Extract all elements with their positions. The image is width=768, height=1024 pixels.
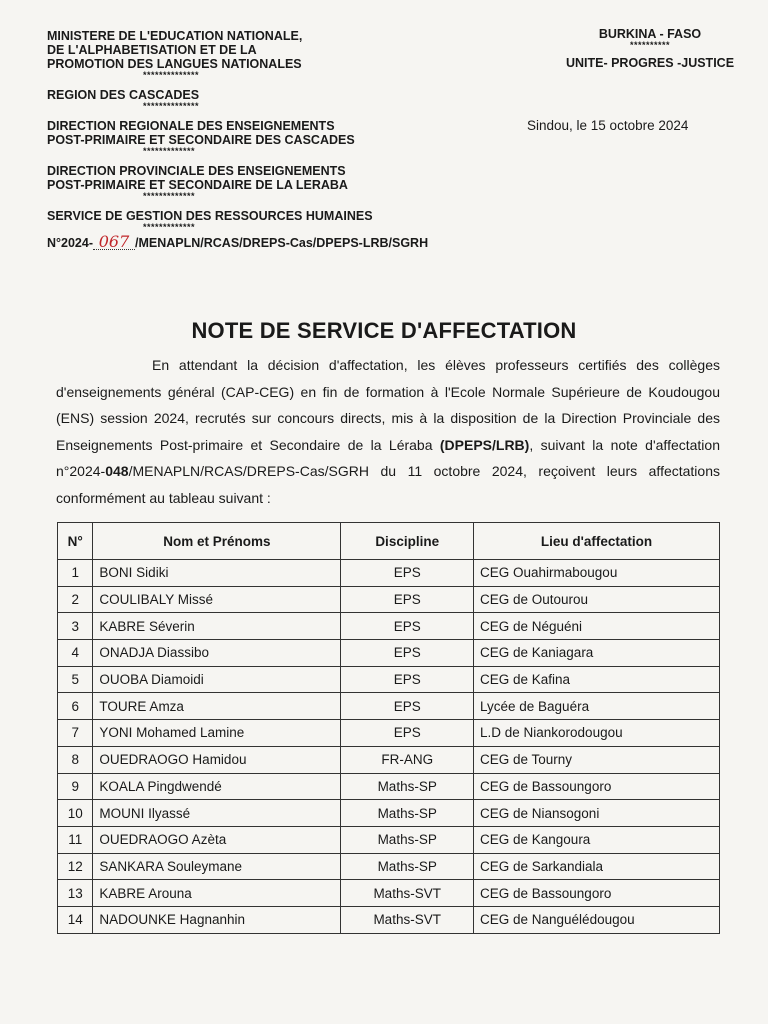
- table-row: [58, 693, 720, 720]
- reference-number: [47, 232, 487, 251]
- cell-name: BONI Sidiki: [93, 560, 341, 587]
- cell-discipline: EPS: [341, 613, 474, 640]
- table-row: [58, 613, 720, 640]
- cell-location: CEG de Kaniagara: [474, 640, 720, 667]
- cell-location: CEG de Kangoura: [474, 826, 720, 853]
- cell-number: 4: [58, 640, 93, 667]
- header-location: Lieu d'affectation: [474, 523, 720, 560]
- header-number: N°: [58, 523, 93, 560]
- cell-location: CEG de Bassoungoro: [474, 773, 720, 800]
- table-row: [58, 880, 720, 907]
- dreps-line-2: POST-PRIMAIRE ET SECONDAIRE DES CASCADES: [47, 133, 355, 147]
- cell-discipline: EPS: [341, 720, 474, 747]
- cell-discipline: Maths-SP: [341, 773, 474, 800]
- cell-discipline: EPS: [341, 640, 474, 667]
- document-title: NOTE DE SERVICE D'AFFECTATION: [191, 318, 577, 343]
- cell-name: ONADJA Diassibo: [93, 640, 341, 667]
- cell-location: CEG de Niansogoni: [474, 800, 720, 827]
- body-part-2: , suivant la note d'affectation n°2024-: [56, 436, 720, 479]
- ref-prefix: N°2024-: [47, 236, 93, 250]
- cell-location: CEG de Kafina: [474, 666, 720, 693]
- table-row: [58, 906, 720, 933]
- place-date: Sindou, le 15 octobre 2024: [527, 118, 689, 133]
- header-discipline: Discipline: [341, 523, 474, 560]
- body-part-1: En attendant la décision d'affectation, les élèves professeurs certifiés des collèges d'enseignements général (CAP-CEG) en fin de formation à l'Ecole Normale Supérieure de Koudougou (ENS) session 2024, recrutés sur concours directs, mis à la disposition de la Direction Provinciale des Enseignements Post-primaire et Secondaire de la Léraba: [56, 357, 720, 453]
- cell-discipline: FR-ANG: [341, 746, 474, 773]
- cell-location: CEG de Nanguélédougou: [474, 906, 720, 933]
- dreps-line-1: DIRECTION REGIONALE DES ENSEIGNEMENTS: [47, 119, 335, 133]
- cell-name: NADOUNKE Hagnanhin: [93, 906, 341, 933]
- separator-stars: **************: [143, 101, 200, 111]
- cell-location: CEG de Néguéni: [474, 613, 720, 640]
- ref-suffix: /MENAPLN/RCAS/DREPS-Cas/DPEPS-LRB/SGRH: [135, 236, 429, 250]
- cell-location: CEG de Bassoungoro: [474, 880, 720, 907]
- separator-stars: **************: [143, 70, 200, 80]
- ministry-line-2: DE L'ALPHABETISATION ET DE LA: [47, 43, 257, 57]
- separator-stars: *************: [143, 222, 196, 232]
- cell-discipline: EPS: [341, 560, 474, 587]
- header-right: [540, 27, 760, 70]
- body-acronym: (DPEPS/LRB): [439, 436, 530, 453]
- body-part-3: /MENAPLN/RCAS/DREPS-Cas/SGRH du 11 octobre 2024, reçoivent leurs affectations conformément au tableau suivant :: [56, 463, 720, 506]
- cell-number: 2: [58, 586, 93, 613]
- cell-number: 9: [58, 773, 93, 800]
- table-row: [58, 666, 720, 693]
- ministry-line-1: MINISTERE DE L'EDUCATION NATIONALE,: [47, 29, 303, 43]
- separator-stars: **********: [629, 40, 671, 50]
- cell-name: KABRE Arouna: [93, 880, 341, 907]
- cell-name: TOURE Amza: [93, 693, 341, 720]
- dpeps-line-2: POST-PRIMAIRE ET SECONDAIRE DE LA LERABA: [47, 178, 348, 192]
- cell-number: 12: [58, 853, 93, 880]
- cell-location: L.D de Niankorodougou: [474, 720, 720, 747]
- body-note-number: 048: [105, 463, 129, 479]
- cell-name: YONI Mohamed Lamine: [93, 720, 341, 747]
- cell-number: 11: [58, 826, 93, 853]
- cell-discipline: EPS: [341, 666, 474, 693]
- cell-location: Lycée de Baguéra: [474, 693, 720, 720]
- table-row: [58, 826, 720, 853]
- national-motto: UNITE- PROGRES -JUSTICE: [565, 56, 735, 70]
- cell-location: CEG de Sarkandiala: [474, 853, 720, 880]
- cell-name: MOUNI Ilyassé: [93, 800, 341, 827]
- cell-discipline: EPS: [341, 586, 474, 613]
- cell-name: KABRE Séverin: [93, 613, 341, 640]
- table-row: [58, 800, 720, 827]
- table-row: [58, 720, 720, 747]
- cell-name: OUEDRAOGO Hamidou: [93, 746, 341, 773]
- cell-discipline: Maths-SVT: [341, 880, 474, 907]
- cell-name: COULIBALY Missé: [93, 586, 341, 613]
- cell-name: OUOBA Diamoidi: [93, 666, 341, 693]
- cell-number: 10: [58, 800, 93, 827]
- cell-number: 14: [58, 906, 93, 933]
- cell-discipline: Maths-SVT: [341, 906, 474, 933]
- separator-stars: *************: [143, 191, 196, 201]
- cell-location: CEG de Tourny: [474, 746, 720, 773]
- cell-location: CEG Ouahirmabougou: [474, 560, 720, 587]
- cell-discipline: Maths-SP: [341, 800, 474, 827]
- cell-discipline: Maths-SP: [341, 853, 474, 880]
- cell-name: KOALA Pingdwendé: [93, 773, 341, 800]
- cell-number: 13: [58, 880, 93, 907]
- cell-number: 3: [58, 613, 93, 640]
- table-row: [58, 586, 720, 613]
- cell-number: 7: [58, 720, 93, 747]
- table-row: [58, 773, 720, 800]
- header-left: [47, 29, 487, 250]
- table-row: [58, 640, 720, 667]
- country-name: BURKINA - FASO: [598, 27, 702, 41]
- assignment-table: [57, 522, 720, 934]
- table-header-row: [58, 523, 720, 560]
- table-row: [58, 746, 720, 773]
- ref-handwritten-number: 067: [93, 235, 135, 250]
- header-name: Nom et Prénoms: [93, 523, 341, 560]
- separator-stars: *************: [143, 146, 196, 156]
- cell-name: SANKARA Souleymane: [93, 853, 341, 880]
- table-row: [58, 560, 720, 587]
- region-line: REGION DES CASCADES: [47, 88, 200, 102]
- service-line: SERVICE DE GESTION DES RESSOURCES HUMAINES: [47, 209, 373, 223]
- cell-number: 1: [58, 560, 93, 587]
- cell-number: 6: [58, 693, 93, 720]
- table-row: [58, 853, 720, 880]
- cell-number: 5: [58, 666, 93, 693]
- dpeps-line-1: DIRECTION PROVINCIALE DES ENSEIGNEMENTS: [47, 164, 346, 178]
- cell-name: OUEDRAOGO Azèta: [93, 826, 341, 853]
- cell-number: 8: [58, 746, 93, 773]
- cell-discipline: Maths-SP: [341, 826, 474, 853]
- ministry-line-3: PROMOTION DES LANGUES NATIONALES: [47, 57, 302, 71]
- cell-location: CEG de Outourou: [474, 586, 720, 613]
- cell-discipline: EPS: [341, 693, 474, 720]
- body-paragraph: [56, 352, 720, 511]
